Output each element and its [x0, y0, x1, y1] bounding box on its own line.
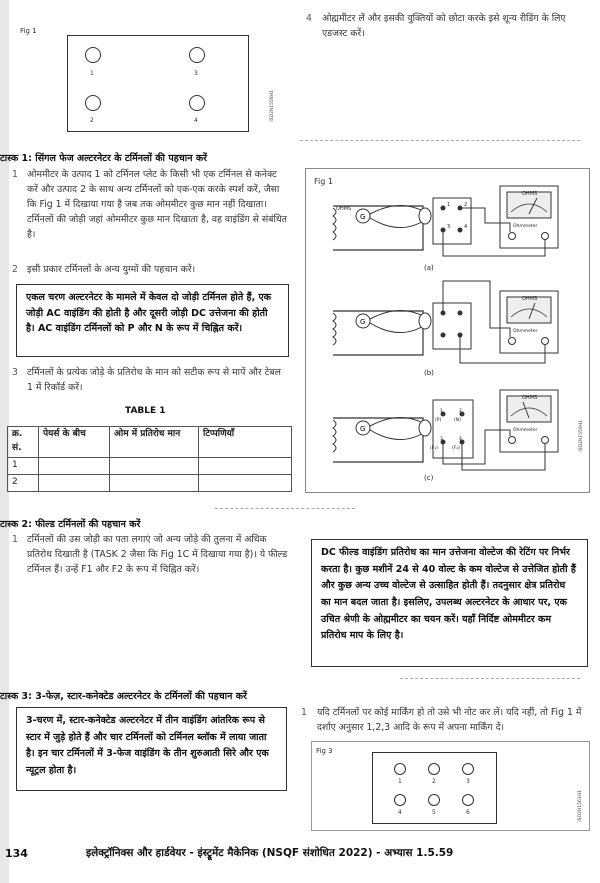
table-cell — [110, 474, 199, 491]
figure-code: ISD2N1558H1 — [270, 90, 275, 122]
task3-step1-text: यदि टर्मिनलों पर कोई मार्किंग हो तो उसे भी नोट कर लें। यदि नहीं, तो Fig 1 में दर्शाए अनुसार 1,2,3 आदि के रूप में अपना मार्किंग दें। — [317, 707, 582, 733]
table1 — [7, 426, 292, 492]
task3-note-box: 3-चरण में, स्टार-कनेक्टेड अल्टरनेटर में तीन वाइंडिंग आंतरिक रूप से स्टार में जुड़े होते हैं और चार टर्मिनलों को टर्मिनल ब्लॉक में लाया जाता है। इन चार टर्मिनलों में 3-फेज वाइंडिंग के तीन शुरुआती सिरे और एक न्यूट्रल होता है। — [16, 707, 287, 791]
terminal-label: 2 — [464, 202, 468, 208]
ohm-meter-title: OHMS — [522, 395, 538, 401]
terminal-label: 2 — [459, 409, 462, 414]
terminal-hole — [85, 47, 101, 63]
hole-label: 4 — [194, 117, 198, 124]
step-number: 4 — [306, 13, 312, 24]
hole-label: 1 — [398, 778, 402, 785]
step-number: 1 — [12, 169, 18, 180]
step-number: 1 — [301, 707, 307, 718]
ohm-meter-title: OHMS — [522, 191, 538, 197]
terminal-mark: (F₂) — [452, 446, 460, 451]
terminal-label: 4 — [464, 224, 468, 230]
task1-note-box: एकल चरण अल्टरनेटर के मामले में केवल दो जोड़ी टर्मिनल होते हैं, एक जोड़ी AC वाइंडिंग की होती है और दूसरी जोड़ी DC उत्तेजना की होती है। AC वाइंडिंग टर्मिनलों को P और N के रूप में चिह्नित करें। — [16, 284, 289, 357]
divider — [215, 508, 355, 509]
circuit-b — [333, 281, 558, 363]
svg-text:G: G — [360, 213, 366, 221]
svg-text:G: G — [360, 318, 366, 326]
table-cell: 2 — [8, 474, 39, 491]
ohm-meter-title: OHMS — [336, 206, 352, 212]
table-cell — [199, 457, 292, 474]
footer-title: इलेक्ट्रॉनिक्स और हार्डवेयर - इंस्ट्रूमेंट मैकेनिक (NSQF संशोधित 2022) - अभ्यास 1.5.59 — [86, 847, 454, 859]
table-header-cell: पेयर्स के बीच — [39, 427, 110, 458]
table1-title: TABLE 1 — [125, 406, 166, 416]
terminal-label: 3 — [447, 224, 451, 230]
fig1-circuit-diagrams — [305, 168, 588, 491]
terminal-hole — [428, 794, 440, 806]
page-number: 134 — [5, 847, 28, 860]
dc-field-note-box: DC फील्ड वाइंडिंग प्रतिरोध का मान उत्तेजना वोल्टेज की रेटिंग पर निर्भर करता है। कुछ मशीनें 24 से 40 वोल्ट के कम वोल्टेज से उत्तेजित होती हैं और कुछ अन्य उच्च वोल्टेज से उत्साहित होती हैं। तदनुसार क्षेत्र प्रतिरोध का मान बदल जाता है। इसलिए, उपलब्ध अल्टरनेटर के आधार पर, एक उचित श्रेणी के ओह्ममीटर का चयन करें। यहाँ निर्दिष्ट ओममीटर कम प्रतिरोध माप के लिए है। — [311, 539, 588, 667]
figure-caption: (a) — [424, 264, 434, 272]
figure-code: ISD2N1561H1 — [578, 790, 583, 822]
terminal-label: 4 — [459, 437, 462, 442]
terminal-hole — [189, 95, 205, 111]
table-cell — [110, 457, 199, 474]
table-cell — [199, 474, 292, 491]
fig3-label: Fig 3 — [316, 747, 333, 755]
figure-caption: (b) — [424, 369, 434, 377]
terminal-hole — [85, 95, 101, 111]
figure-code: ISD2N1559H1 — [579, 420, 584, 452]
terminal-hole — [394, 763, 406, 775]
table-row — [8, 457, 292, 474]
task1-step3-text: टर्मिनलों के प्रत्येक जोड़े के प्रतिरोध के मान को सटीक रूप से मापें और टेबल 1 में रिकॉर्ड करें। — [27, 367, 281, 393]
ohm-meter-sub: Ohmmeter — [513, 224, 538, 229]
hole-label: 6 — [466, 809, 470, 816]
hole-label: 3 — [466, 778, 470, 785]
hole-label: 1 — [90, 70, 94, 77]
hole-label: 3 — [194, 70, 198, 77]
terminal-mark: (N) — [454, 418, 461, 423]
table-header-cell: ओम में प्रतिरोध मान — [110, 427, 199, 458]
ohm-meter-sub: Ohmmeter — [513, 428, 538, 433]
task1-step2-text: इसी प्रकार टर्मिनलों के अन्य युग्मों की पहचान करें। — [27, 264, 196, 275]
fig1-top-label: Fig 1 — [20, 27, 37, 35]
table-cell — [39, 457, 110, 474]
terminal-label: 3 — [440, 437, 443, 442]
terminal-hole — [462, 763, 474, 775]
fig1-right-label: Fig 1 — [314, 177, 333, 186]
table-header-cell: टिप्पणियाँ — [199, 427, 292, 458]
step-number: 3 — [12, 367, 18, 378]
figure-caption: (c) — [424, 474, 434, 482]
step-number: 1 — [12, 534, 18, 545]
ohm-meter-sub: Ohmmeter — [513, 329, 538, 334]
hole-label: 4 — [398, 809, 402, 816]
table-cell: 1 — [8, 457, 39, 474]
step4-text: ओह्ममीटर लें और इसकी युक्तियों को छोटा करके इसे शून्य रीडिंग के लिए एडजस्ट करें। — [322, 13, 566, 39]
table-row — [8, 474, 292, 491]
terminal-hole — [428, 763, 440, 775]
task3-heading: टास्क 3: 3-फेज़, स्टार-कनेक्टेड अल्टरनेटर के टर्मिनलों की पहचान करें — [0, 691, 247, 702]
ohm-meter-title: OHMS — [522, 296, 538, 302]
hole-label: 2 — [432, 778, 436, 785]
task1-heading: टास्क 1: सिंगल फेज अल्टरनेटर के टर्मिनलों की पहचान करें — [0, 153, 208, 164]
divider — [300, 140, 580, 141]
task2-heading: टास्क 2: फील्ड टर्मिनलों की पहचान करें — [0, 519, 141, 530]
hole-label: 2 — [90, 117, 94, 124]
terminal-mark: (F₁) — [430, 446, 438, 451]
hole-label: 5 — [432, 809, 436, 816]
divider — [400, 678, 580, 679]
terminal-mark: (P) — [435, 418, 442, 423]
terminal-hole — [394, 794, 406, 806]
table-header-cell: क्र. सं. — [8, 427, 39, 458]
task2-step1-text: टर्मिनलों की उस जोड़ी का पता लगाएं जो अन्य जोड़े की तुलना में अधिक प्रतिरोध दिखाती है (TASK 2 जैसा कि Fig 1C में दिखाया गया है)। ये फील्ड टर्मिनल हैं। उन्हें F1 और F2 के रूप में चिह्नित करें। — [27, 534, 288, 575]
task1-step1-text: ओममीटर के उत्पाद 1 को टर्मिनल प्लेट के किसी भी एक टर्मिनल से कनेक्ट करें और उत्पाद 2 के साथ अन्य टर्मिनलों को एक-एक करके स्पर्श करें, जैसा कि Fig 1 में दिखाया गया है जब तक ओममीटर कुछ मान नहीं दिखाता। टर्मिनलों की जोड़ी जहां ओममीटर कुछ मान दिखाता है, वह वाइंडिंग से संबंधित है। — [27, 169, 287, 240]
step-number: 2 — [12, 264, 18, 275]
terminal-hole — [189, 47, 205, 63]
terminal-label: 1 — [440, 409, 443, 414]
table-cell — [39, 474, 110, 491]
terminal-label: 1 — [447, 202, 451, 208]
terminal-hole — [462, 794, 474, 806]
table-header-row — [8, 427, 292, 458]
svg-text:G: G — [360, 425, 366, 433]
